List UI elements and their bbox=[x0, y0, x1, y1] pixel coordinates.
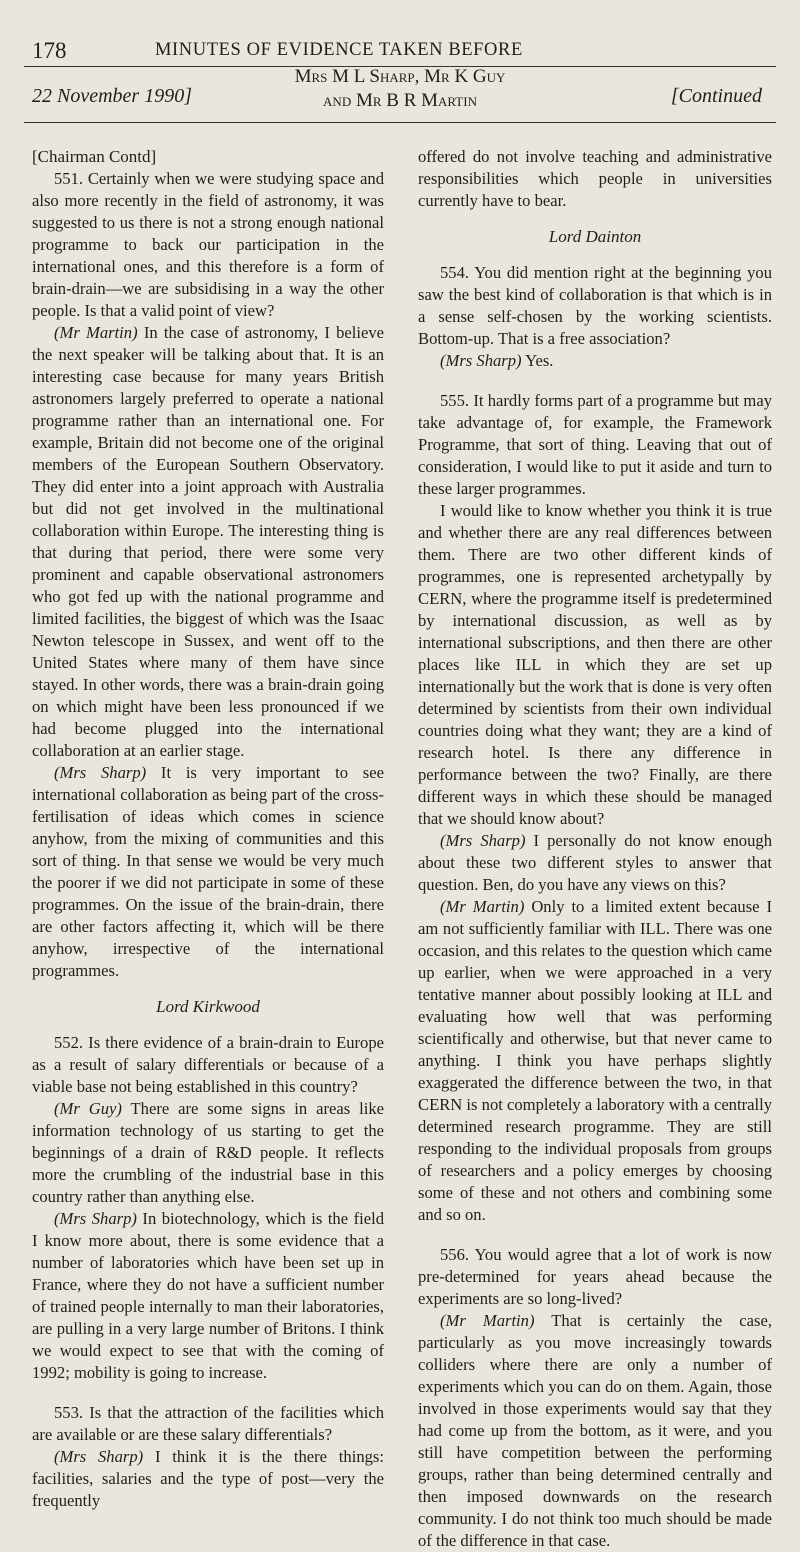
question-554: 554. You did mention right at the beginning you saw the best kind of collaboration is that which is in a sense self-chosen by the working scientists. Bottom-up. That is a free association? bbox=[418, 263, 772, 348]
question-556: 556. You would agree that a lot of work is now pre-determined for years ahead because the experiments are so long-lived? bbox=[418, 1245, 772, 1308]
answer-554-sharp: (Mrs Sharp) Yes. bbox=[440, 351, 554, 370]
speaker-heading-dainton: Lord Dainton bbox=[548, 227, 642, 246]
answer-551-sharp: (Mrs Sharp) It is very important to see international collaboration as being part of the cross-fertilisation of ideas which comes in science anyhow, from the mixing of communities and this sort of thing. In that sense we would be very much the poorer if we did not participate in some of these programmes. On the issue of the brain-drain, there are other factors affecting it, which will be there anyhow, irrespective of the international programmes. bbox=[32, 763, 384, 980]
answer-551-martin: (Mr Martin) In the case of astronomy, I believe the next speaker will be talking about that. It is an interesting case because for many years British astronomers largely preferred to operate a national programme rather than an international one. For example, Britain did not become one of the original members of the European Southern Observatory. They did enter into a joint approach with Australia but did not get involved in the multinational collaboration within Europe. The interesting thing is that during that period, there were some very prominent and capable observational astronomers who got fed up with the national programme and limited facilities, the biggest of which was the Isaac Newton telescope in Sussex, and went off to the United States where many of them have since stayed. In other words, there was a brain-drain going on which might have been less pronounced if we had become plugged into the international collaboration at an earlier stage. bbox=[32, 323, 384, 760]
answer-552-guy: (Mr Guy) There are some signs in areas like information technology of us starting to get the beginnings of a drain of R&D people. It reflects more the crumbling of the industrial base in this country rather than anything else. bbox=[32, 1099, 384, 1206]
witness-name: (Mrs Sharp) bbox=[54, 763, 147, 782]
answer-553-sharp: (Mrs Sharp) I think it is the there things: facilities, salaries and the type of post—very the frequently bbox=[32, 1447, 384, 1510]
page-header bbox=[0, 38, 800, 62]
question-555-part-2: I would like to know whether you think it is true and whether there are any real differences between them. There are two other different kinds of programmes, one is represented archetypally by CERN, where the programme itself is predetermined by international discussion, as well as by international subscriptions, and then there are other places like ILL in which they are set up internationally but the work that is done is very often determined by scientists from their own individual countries doing what they want; they are a kind of research hotel. Is there any difference in performance between the two? Finally, are there different ways in which these should be managed that we should know about? bbox=[418, 501, 772, 828]
witness-name: (Mr Martin) bbox=[54, 323, 138, 342]
answer-556-martin: (Mr Martin) That is certainly the case, particularly as you move increasingly towards colliders where there are only a number of experiments which you can do on them. Again, those involved in those experiments would say that they had come up from the bottom, as it were, and you still have competition between the performing groups, rather than being determined centrally and then imposed downwards on the research community. I do not think too much should be made of the difference in that case. bbox=[418, 1311, 772, 1550]
page-number: 178 bbox=[32, 38, 67, 63]
question-553: 553. Is that the attraction of the facilities which are available or are these salary differentials? bbox=[32, 1403, 384, 1444]
witness-name: (Mr Guy) bbox=[54, 1099, 122, 1118]
answer-552-sharp: (Mrs Sharp) In biotechnology, which is the field I know more about, there is some evidence that a number of laboratories which have been set up in France, where they do not have a sufficient number of trained people internally to man their laboratories, are pulling in a very large number of Britons. I think we would expect to see that with the coming of 1992; mobility is going to increase. bbox=[32, 1209, 384, 1382]
question-551: 551. Certainly when we were studying space and also more recently in the field of astronomy, it was suggested to us there is not a strong enough national programme to back our participation in the international ones, and this therefore is a form of brain-drain—we are subsidising in a way the other people. Is that a valid point of view? bbox=[32, 169, 384, 320]
header-rule-bottom bbox=[24, 122, 776, 123]
right-column bbox=[418, 146, 772, 1552]
speaker-heading-kirkwood: Lord Kirkwood bbox=[156, 997, 260, 1016]
witness-name: (Mrs Sharp) bbox=[440, 351, 522, 370]
left-column bbox=[32, 146, 384, 1512]
question-555: 555. It hardly forms part of a programme but may take advantage of, for example, the Framework Programme, that sort of thing. Leaving that out of consideration, I would like to put it aside and turn to these larger programmes. bbox=[418, 391, 772, 498]
answer-553-continued: offered do not involve teaching and administrative responsibilities which people in universities currently have to bear. bbox=[418, 147, 772, 210]
witnesses-line-1: Mrs M L Sharp, Mr K Guy bbox=[294, 66, 506, 87]
hearing-date: 22 November 1990] bbox=[32, 85, 192, 107]
chairman-heading: [Chairman Contd] bbox=[32, 147, 157, 166]
witness-name: (Mrs Sharp) bbox=[440, 831, 526, 850]
witnesses-line-2: and Mr B R Martin bbox=[323, 90, 477, 111]
witness-name: (Mrs Sharp) bbox=[54, 1209, 137, 1228]
witness-name: (Mrs Sharp) bbox=[54, 1447, 144, 1466]
continued-label: [Continued bbox=[670, 85, 762, 107]
question-552: 552. Is there evidence of a brain-drain to Europe as a result of salary differentials or because of a viable base not being established in this country? bbox=[32, 1033, 384, 1096]
running-title: MINUTES OF EVIDENCE TAKEN BEFORE bbox=[155, 40, 523, 60]
answer-555-sharp: (Mrs Sharp) I personally do not know enough about these two different styles to answer that question. Ben, do you have any views on this? bbox=[418, 831, 772, 894]
witnesses-heading bbox=[235, 65, 565, 113]
witness-name: (Mr Martin) bbox=[440, 1311, 535, 1330]
answer-555-martin: (Mr Martin) Only to a limited extent because I am not sufficiently familiar with ILL. There was one occasion, and this relates to the question which came up earlier, when we were approached in a very tentative manner about possibly looking at ILL and evaluating how well that was performing scientifically and otherwise, but that never came to anything. I think you have perhaps slightly exaggerated the difference between the two, in that CERN is not completely a laboratory with a centrally determined research programme. They are still responding to the individual proposals from groups of researchers and a policy emerges by choosing some of these and not others and combining some and so on. bbox=[418, 897, 773, 1224]
witness-name: (Mr Martin) bbox=[440, 897, 525, 916]
